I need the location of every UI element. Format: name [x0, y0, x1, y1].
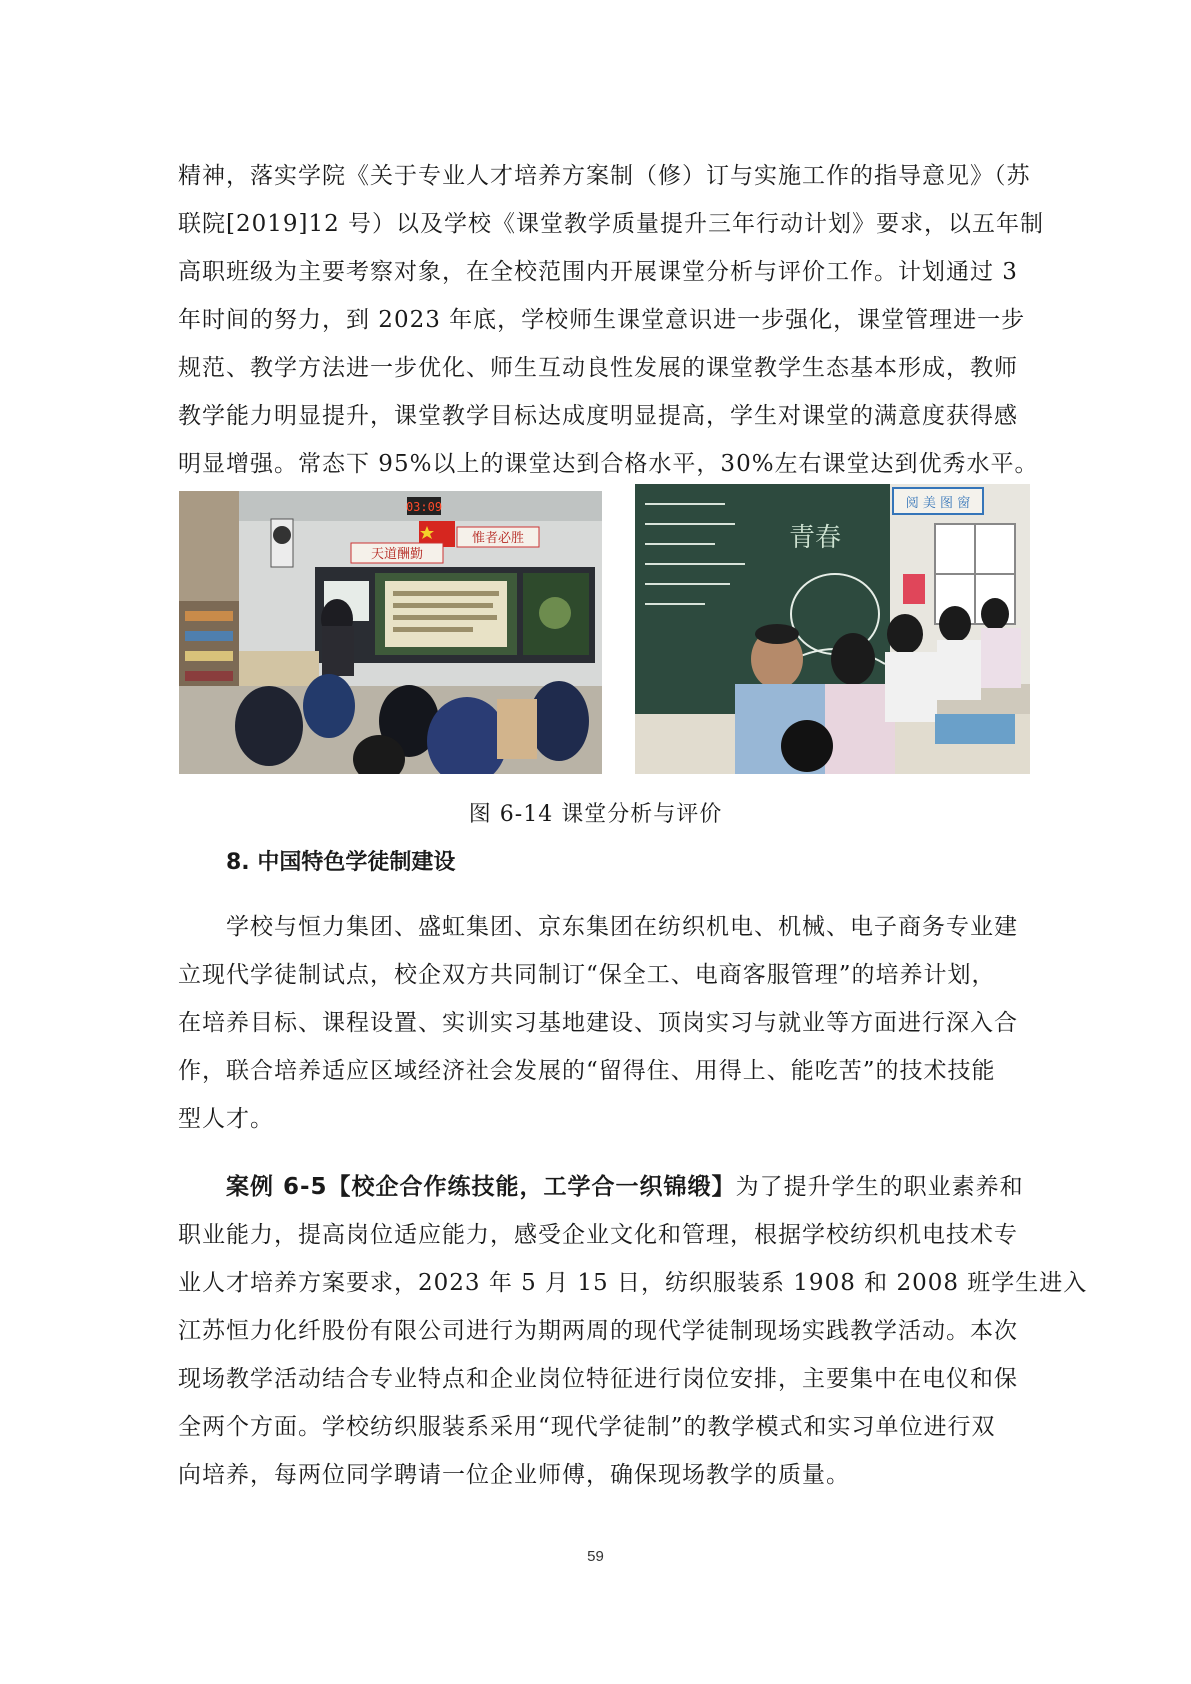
text-line: 现场教学活动结合专业特点和企业岗位特征进行岗位安排，主要集中在电仪和保 [178, 1366, 1018, 1392]
text-line: 联院[2019]12 号）以及学校《课堂教学质量提升三年行动计划》要求，以五年制 [178, 211, 1045, 237]
text-line [178, 1163, 1024, 1211]
text-line: 年时间的努力，到 2023 年底，学校师生课堂意识进一步强化，课堂管理进一步 [178, 307, 1026, 333]
case-title: 案例 6-5【校企合作练技能，工学合一织锦缎】 [226, 1174, 736, 1200]
text-line: 立现代学徒制试点，校企双方共同制订“保全工、电商客服管理”的培养计划， [178, 962, 996, 988]
text-line: 教学能力明显提升，课堂教学目标达成度明显提高，学生对课堂的满意度获得感 [178, 403, 1018, 429]
text-line: 高职班级为主要考察对象，在全校范围内开展课堂分析与评价工作。计划通过 3 [178, 259, 1018, 285]
text-line: 江苏恒力化纤股份有限公司进行为期两周的现代学徒制现场实践教学活动。本次 [178, 1318, 1018, 1344]
apprenticeship-paragraph [178, 903, 1018, 1143]
text-line: 全两个方面。学校纺织服装系采用“现代学徒制”的教学模式和实习单位进行双 [178, 1414, 996, 1440]
text-line: 规范、教学方法进一步优化、师生互动良性发展的课堂教学生态基本形成，教师 [178, 355, 1018, 381]
section-heading: 8. 中国特色学徒制建设 [226, 850, 456, 875]
intro-paragraph [178, 152, 1045, 488]
text-line: 明显增强。常态下 95%以上的课堂达到合格水平，30%左右课堂达到优秀水平。 [178, 451, 1039, 477]
classroom-photo-left [179, 491, 602, 774]
classroom-illustration [179, 491, 602, 774]
text-line: 作，联合培养适应区域经济社会发展的“留得住、用得上、能吃苦”的技术技能 [178, 1058, 996, 1084]
classroom-photo-right [635, 484, 1030, 774]
case-first-line: 为了提升学生的职业素养和 [735, 1174, 1024, 1200]
case-study-paragraph [178, 1163, 1088, 1499]
reading-banner: 阅 美 图 窗 [905, 496, 971, 511]
banner-left: 天道酬勤 [370, 547, 424, 562]
page-number: 59 [587, 1548, 604, 1565]
text-line: 职业能力，提高岗位适应能力，感受企业文化和管理，根据学校纺织机电技术专 [178, 1222, 1018, 1248]
text-line: 精神，落实学院《关于专业人才培养方案制（修）订与实施工作的指导意见》（苏 [178, 163, 1031, 189]
banner-right: 惟者必胜 [471, 531, 525, 546]
text-line: 学校与恒力集团、盛虹集团、京东集团在纺织机电、机械、电子商务专业建 [226, 914, 1018, 940]
figure-caption: 图 6-14 课堂分析与评价 [468, 802, 723, 827]
chalk-title: 青春 [788, 523, 842, 553]
classroom-clock: 03:09 [405, 500, 443, 514]
text-line: 业人才培养方案要求，2023 年 5 月 15 日，纺织服装系 1908 和 2008 班学生进入 [178, 1270, 1088, 1296]
text-line: 型人才。 [178, 1106, 274, 1132]
text-line: 在培养目标、课程设置、实训实习基地建设、顶岗实习与就业等方面进行深入合 [178, 1010, 1018, 1036]
chalkboard-classroom-illustration [635, 484, 1030, 774]
text-line: 向培养，每两位同学聘请一位企业师傅，确保现场教学的质量。 [178, 1462, 850, 1488]
